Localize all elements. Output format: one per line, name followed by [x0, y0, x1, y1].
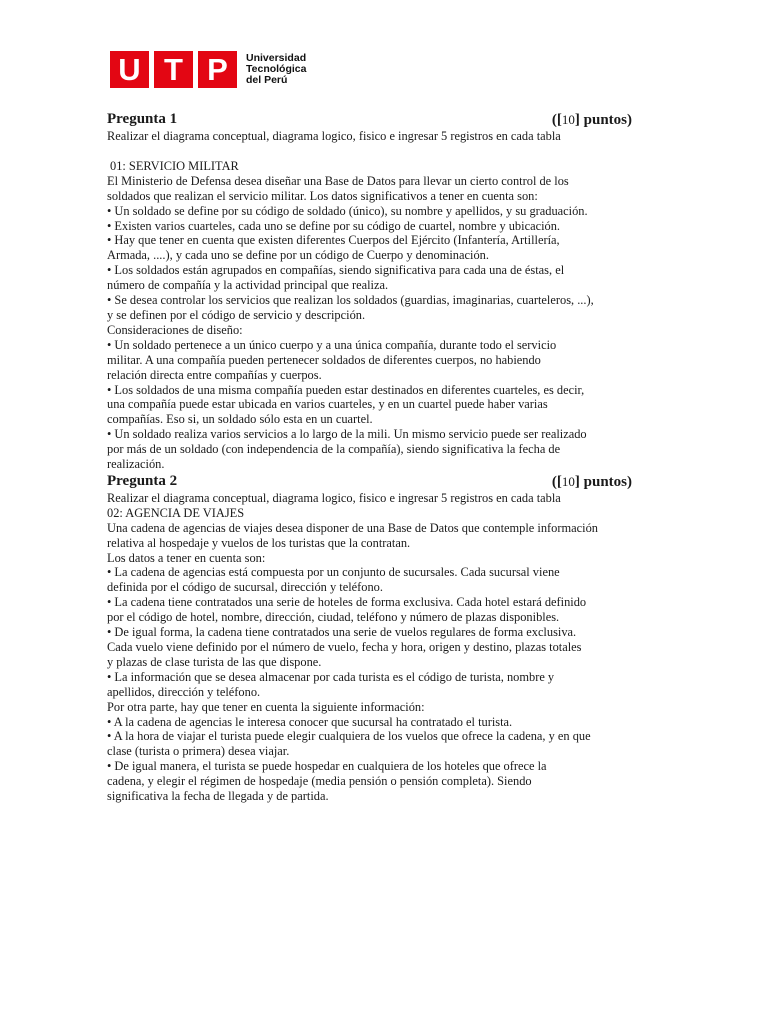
- question-1-subtitle: 01: SERVICIO MILITAR: [110, 158, 239, 173]
- text-line: militar. A una compañía pueden pertenecer soldados de diferentes cuerpos, no habiendo: [107, 352, 541, 367]
- text-line: por más de un soldado (con independencia de la compañía), siendo significativa la fecha de: [107, 442, 561, 457]
- text-line: realización.: [107, 457, 165, 472]
- text-line: significativa la fecha de llegada y de partida.: [107, 789, 329, 804]
- text-line: número de compañía y la actividad principal que realiza.: [107, 278, 389, 293]
- text-line: relativa al hospedaje y vuelos de los turistas que la contratan.: [107, 535, 411, 550]
- text-line: • Los soldados de una misma compañía pueden estar destinados en diferentes cuarteles, es decir,: [107, 382, 585, 397]
- question-1-instruction: Realizar el diagrama conceptual, diagrama logico, fisico e ingresar 5 registros en cada tabla: [107, 129, 561, 143]
- logo-letter-t: T: [154, 51, 193, 88]
- text-line: • A la hora de viajar el turista puede elegir cualquiera de los vuelos que ofrece la cadena, y en que: [107, 729, 591, 744]
- points-open: ([: [551, 112, 562, 128]
- text-line: • De igual manera, el turista se puede hospedar en cualquiera de los hoteles que ofrece la: [107, 759, 547, 774]
- logo-text: [246, 53, 306, 86]
- question-2: [107, 472, 632, 804]
- text-line: • La información que se desea almacenar por cada turista es el código de turista, nombre y: [107, 669, 555, 684]
- utp-logo: [110, 49, 306, 89]
- points-close: ] puntos): [574, 473, 632, 490]
- text-line: • A la cadena de agencias le interesa conocer que sucursal ha contratado el turista.: [107, 714, 513, 729]
- points-value: 10: [561, 112, 575, 127]
- question-2-subtitle: 02: AGENCIA DE VIAJES: [107, 505, 245, 520]
- text-line: compañías. Eso si, un soldado sólo esta en un cuartel.: [107, 412, 373, 427]
- question-2-points: [552, 472, 632, 491]
- text-line: soldados que realizan el servicio militar. Los datos significativos a tener en cuenta son:: [107, 188, 538, 203]
- question-1: [107, 110, 632, 472]
- logo-letter-p: P: [198, 51, 237, 88]
- logo-line: del Perú: [246, 73, 288, 86]
- text-line: El Ministerio de Defensa desea diseñar una Base de Datos para llevar un cierto control de los: [107, 173, 569, 188]
- points-value: 10: [561, 473, 575, 489]
- question-2-title: Pregunta 2: [107, 472, 178, 489]
- points-close: ] puntos): [574, 112, 632, 128]
- text-line: Consideraciones de diseño:: [107, 322, 243, 337]
- text-line: una compañía puede estar ubicada en varios cuarteles, y en un cuartel puede haber varias: [107, 397, 548, 412]
- question-1-title: Pregunta 1: [107, 111, 178, 127]
- text-line: • Existen varios cuarteles, cada uno se define por su código de cuartel, nombre y ubicación.: [107, 218, 560, 233]
- text-line: cadena, y elegir el régimen de hospedaje (media pensión o pensión completa). Siendo: [107, 774, 532, 789]
- text-line: • Un soldado realiza varios servicios a lo largo de la mili. Un mismo servicio puede ser realizado: [107, 427, 587, 442]
- text-line: y se definen por el código de servicio y descripción.: [107, 307, 366, 322]
- logo-letter-u: U: [110, 51, 149, 88]
- text-line: por el código de hotel, nombre, dirección, ciudad, teléfono y número de plazas disponibles.: [107, 610, 560, 625]
- text-line: Por otra parte, hay que tener en cuenta la siguiente información:: [107, 699, 425, 714]
- text-line: definida por el código de sucursal, dirección y teléfono.: [107, 580, 383, 595]
- logo-line: Tecnológica: [246, 62, 307, 75]
- text-line: apellidos, dirección y teléfono.: [107, 684, 261, 699]
- text-line: • Los soldados están agrupados en compañías, siendo significativa para cada una de éstas, el: [107, 263, 565, 278]
- logo-line: Universidad: [246, 51, 307, 64]
- question-2-text: [107, 521, 632, 804]
- points-open: ([: [551, 473, 562, 490]
- text-line: y plazas de clase turista de las que dispone.: [107, 654, 322, 669]
- text-line: clase (turista o primera) desea viajar.: [107, 744, 290, 759]
- text-line: • Un soldado pertenece a un único cuerpo y a una única compañía, durante todo el servicio: [107, 337, 557, 352]
- question-2-header: [107, 472, 632, 491]
- text-line: • La cadena de agencias está compuesta por un conjunto de sucursales. Cada sucursal viene: [107, 565, 560, 580]
- text-line: • Un soldado se define por su código de soldado (único), su nombre y apellidos, y su graduación.: [107, 203, 588, 218]
- text-line: relación directa entre compañías y cuerpos.: [107, 367, 322, 382]
- text-line: Cada vuelo viene definido por el número de vuelo, fecha y hora, origen y destino, plazas totales: [107, 640, 582, 654]
- text-line: • La cadena tiene contratados una serie de hoteles de forma exclusiva. Cada hotel estará definido: [107, 595, 587, 610]
- text-line: • Hay que tener en cuenta que existen diferentes Cuerpos del Ejército (Infantería, Artillería,: [107, 233, 560, 248]
- question-1-points: [552, 110, 632, 129]
- text-line: Una cadena de agencias de viajes desea disponer de una Base de Datos que contemple información: [107, 520, 598, 535]
- question-1-text: [107, 174, 632, 472]
- text-line: Los datos a tener en cuenta son:: [107, 550, 266, 565]
- question-2-instruction: Realizar el diagrama conceptual, diagrama logico, fisico e ingresar 5 registros en cada tabla: [107, 490, 561, 505]
- document-body: [107, 110, 632, 804]
- question-1-header: [107, 110, 632, 129]
- text-line: • De igual forma, la cadena tiene contratados una serie de vuelos regulares de forma exclusiva.: [107, 625, 577, 640]
- text-line: Armada, ....), y cada uno se define por un código de Cuerpo y denominación.: [107, 248, 489, 263]
- text-line: • Se desea controlar los servicios que realizan los soldados (guardias, imaginarias, cuarteleros, ...),: [107, 293, 594, 308]
